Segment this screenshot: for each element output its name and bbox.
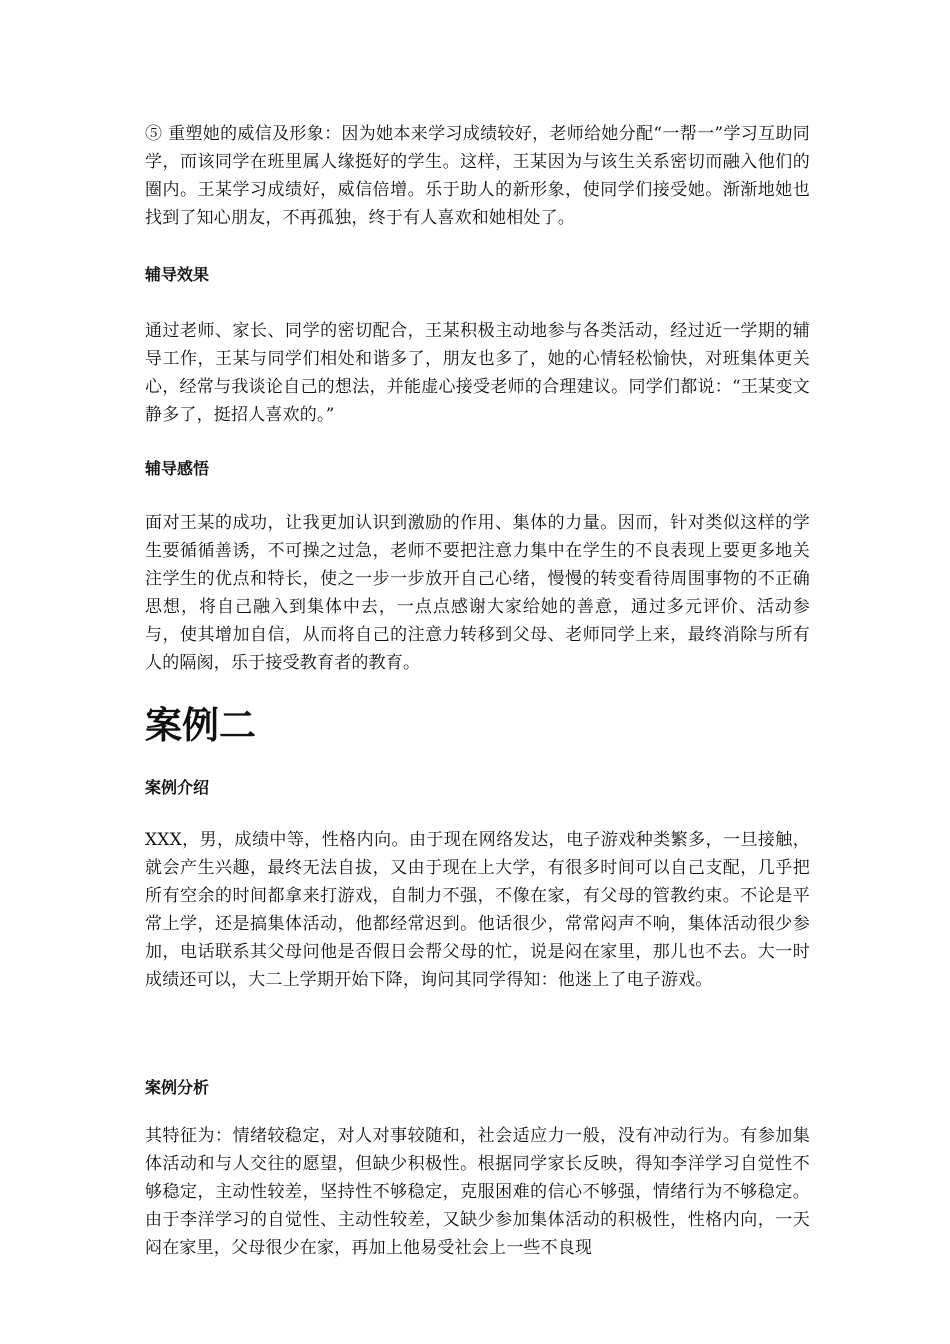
paragraph-case-analysis: 其特征为：情绪较稳定，对人对事较随和，社会适应力一般，没有冲动行为。有参加集体活动和与人交往的愿望，但缺少积极性。根据同学家长反映，得知李洋学习自觉性不够稳定，主动性较差，坚持性不够稳定，克服困难的信心不够强，情绪行为不够稳定。由于李洋学习的自觉性、主动性较差，又缺少参加集体活动的积极性，性格内向，一天闷在家里，父母很少在家，再加上他易受社会上一些不良现	[145, 1126, 810, 1258]
heading-case-two: 案例二	[145, 704, 256, 747]
paragraph-counseling-effect: 通过老师、家长、同学的密切配合，王某积极主动地参与各类活动，经过近一学期的辅导工作，王某与同学们相处和谐多了，朋友也多了，她的心情轻松愉快，对班集体更关心，经常与我谈论自己的想法，并能虚心接受老师的合理建议。同学们都说：“王某变文静多了，挺招人喜欢的。”	[145, 321, 810, 425]
paragraph-reshape-image: ⑤ 重塑她的威信及形象：因为她本来学习成绩较好，老师给她分配“一帮一”学习互助同学，而该同学在班里属人缘挺好的学生。这样，王某因为与该生关系密切而融入他们的圈内。王某学习成绩好，威信倍增。乐于助人的新形象，使同学们接受她。渐渐地她也找到了知心朋友，不再孤独，终于有人喜欢和她相处了。	[145, 124, 810, 228]
heading-case-introduction: 案例介绍	[145, 778, 210, 797]
document-page	[145, 120, 810, 1262]
paragraph-counseling-insight: 面对王某的成功，让我更加认识到激励的作用、集体的力量。因而，针对类似这样的学生要循循善诱，不可操之过急，老师不要把注意力集中在学生的不良表现上要更多地关注学生的优点和特长，使之一步一步放开自己心绪，慢慢的转变看待周围事物的不正确思想，将自己融入到集体中去，一点点感谢大家给她的善意，通过多元评价、活动参与，使其增加自信，从而将自己的注意力转移到父母、老师同学上来，最终消除与所有人的隔阂，乐于接受教育者的教育。	[145, 513, 810, 673]
heading-counseling-effect: 辅导效果	[145, 265, 210, 284]
heading-counseling-insight: 辅导感悟	[145, 459, 210, 478]
paragraph-case-introduction: XXX，男，成绩中等，性格内向。由于现在网络发达，电子游戏种类繁多，一旦接触，就会产生兴趣，最终无法自拔，又由于现在上大学，有很多时间可以自己支配，几乎把所有空余的时间都拿来打游戏，自制力不强，不像在家，有父母的管教约束。不论是平常上学，还是搞集体活动，他都经常迟到。他话很少，常常闷声不响，集体活动很少参加，电话联系其父母问他是否假日会帮父母的忙，说是闷在家里，那儿也不去。大一时成绩还可以，大二上学期开始下降，询问其同学得知：他迷上了电子游戏。	[145, 830, 810, 990]
heading-case-analysis: 案例分析	[145, 1078, 210, 1097]
